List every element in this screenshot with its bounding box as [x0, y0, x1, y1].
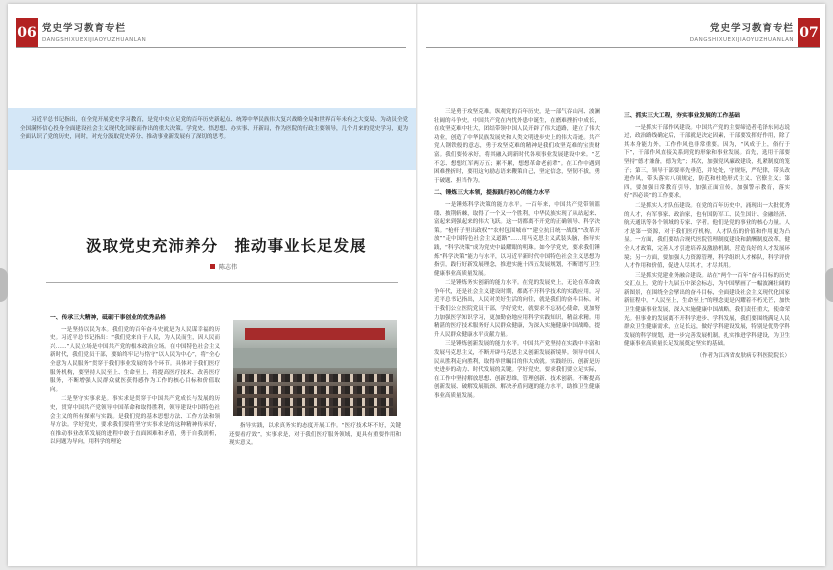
- paragraph: 二是锤炼务实创新的能力水平。在党的发展史上，无论在革命战争年代，还是社会主义建设时期，都离不开科学技术的实践应用。习近平总书记指出，人民对美好生活的向往，就是我们的奋斗目标。对于我们公立医院党员干部，学好党史，就要求不忘初心使命，更加努力加强医学知识学习，更加勤奋地应用科学实践知识，精益求精。用精湛的医疗技术服务好人民群众健康，为深入实施健康中国战略，提升人民群众健康水平贡献力量。: [434, 280, 600, 338]
- paragraph: 一是坚持以民为本。我们党的百年奋斗史就是为人民谋幸福的历史。习近平总书记指出：“我们党来自于人民，为人民而生，因人民而兴……”人民立场是中国共产党的根本政治立场。在中国特色社会主义新时代，我们党员干部，要始终牢记与恪守“以人民为中心”，将“全心全意为人民服务”贯穿于我们事业发展的各个环节。具体对于我们医疗服务机构，要坚持人民至上、生命至上，将提高医疗技术、改善医疗服务，不断增强人民群众就医获得感作为工作的核心目标和价值取向。: [50, 326, 220, 393]
- paragraph: 三是抓实党建业务融合建设。站在“两个一百年”奋斗目标的历史交汇点上，党的十九届五中深会标志，为中国擘画了一幅波澜壮阔的新图景，在围绕全会擘出的奋斗目标，全面建设社会主义现代化国家新征程中，“人民至上，生命至上”的理念更是闪耀着不朽光芒，加快卫生健康事业发展，深入实施健康中国战略，我们责任重大，使命荣光。但事业的发展离不开科学进步、学科发展，我们要围绕满足人民群众卫生健康需求，立足长远，做好学科建设发展，特别是优势学科发展的科学规划，进一步完善发展机制，扎实推进学科建设，为卫生健康事业高质量长足发展奠定坚实的基础。: [624, 272, 790, 348]
- author-byline: [210, 262, 237, 271]
- header-rule-right: [426, 47, 820, 48]
- paragraph: 一是锤炼科学决策的能力水平。一百年来，中国共产党带领篮缕、披荆斩棘，取得了一个又一个胜利，中华民族实现了从站起来、富起来到强起来的伟大飞跃。这一切都离不开党的正确领导、科学决策。“枪杆子里出政权”“农村包围城市”“建立抗日统一战线”“改革开放”“走中国特色社会主义道路”……用马克思主义武装头脑，指导实践，“科学决策”成为党史中最耀眼的明珠。如今学党史，要求我们锤炼“科学决策”能力与水平，以习近平新时代中国特色社会主义思想为指引，践行好新发展理念，推进实施十四五发展规划，不断谱写卫生健康事业高质量发展。: [434, 201, 600, 277]
- prev-page-handle[interactable]: [0, 268, 8, 302]
- intro-box: [8, 108, 416, 170]
- paragraph: 二是坚守实事求是。事实求是贯穿于中国共产党成长与发展的历史，贯穿中国共产党领导中国革命和取得胜利，领导建设中国特色社会主义的所有探索与实践。是我们党的基本思想方法、工作方法和领导方法。学好党史，要求我们要将坚守实事求是的这种精神传承好，在推动事业改革发展的进程中敢于直面困难和矛盾，勇于自我剖析，以问题为导向，用科学的理论: [50, 396, 220, 446]
- column-title: 党史学习教育专栏: [709, 23, 794, 34]
- title-divider: [46, 282, 398, 283]
- column-title-en: DANGSHIXUEXIJIAOYUZHUANLAN: [689, 37, 794, 43]
- article-title: 汲取党史充沛养分 推动事业长足发展: [86, 236, 367, 255]
- magazine-spread: [8, 4, 825, 566]
- column-title-en: DANGSHIXUEXIJIAOYUZHUANLAN: [42, 37, 147, 43]
- next-page-handle[interactable]: [825, 268, 833, 302]
- left-column-header: [42, 20, 146, 43]
- photo-audience-row: [237, 408, 393, 416]
- column-title: 党史学习教育专栏: [42, 23, 127, 34]
- paragraph: 一是抓实干部作风建设。中国共产党的主要缔造者毛泽东同志说过，政治路线确定后，干部就是决定因素，干部要发挥好作用，除了其本身能力外，工作作风也非常重要。因为，“风成于上，俗行于下”，干部作风直接关系到党的形象和事业发展。首先，选用干部要坚持“德才兼备，德为先”；其次，加强党风廉政建设，扎紧制度的笼子；第三，领导干部要率先垂范，并处处，守规矩，严纪律，带头改进作风，带头落实八项规定，防范和杜绝形式主义、官僚主义；第四，要加强日常教育引导，加强正面宣传，加强警示教育，落实好“四必谈”的工作要求。: [624, 124, 790, 200]
- meeting-photo: [233, 320, 397, 416]
- author-note: （作者为江西省皮肤病专科医院院长）: [696, 353, 790, 360]
- section-heading: 二、锤炼三大本领，提振践行初心的能力水平: [434, 190, 550, 197]
- body-column-3: [434, 108, 600, 560]
- author-marker-icon: [210, 264, 215, 269]
- right-page-number: 07: [798, 18, 820, 48]
- photo-audience-row: [237, 374, 393, 382]
- body-column-1: [50, 310, 220, 560]
- page-fold: [416, 4, 418, 566]
- section-heading: 一、传承三大精神，砥砺干事创业的优秀品格: [50, 315, 166, 321]
- photo-audience-row: [237, 386, 393, 394]
- paragraph: 三是勇于攻坚克难。纵观党的百年历史，是一部气吞山河、波澜壮阔的斗争史。中国共产党在内忧外患中诞生，在磨难挫折中成长，在攻坚克难中壮大，团结带领中国人民开辟了伟大道路，建立了伟大功业，创造了中华民族发展史和人类文明进步史上的伟大奇迹。共产党人钢铁般的意志，勇于攻坚克难的精神是我们攻坚克难的宝贵财富。我们要传承好，将其融入到新时代各项事业发展建设中来。“艺不怎、想想红军两万五；累不累，想想革命老前辈”。在工作中遇到困难挫折时，要用这句励志语来鞭策自己，坚定信念，坚韧不拔，勇于破题、担当作为。: [434, 109, 600, 184]
- left-page-number: 06: [16, 18, 38, 48]
- header-rule-left: [16, 47, 406, 48]
- intro-text: 习近平总书记指出，在全党开展党史学习教育，是党中央立足党的百年历史新起点、统筹中华民族伟大复兴战略全局和世界百年未有之大变局、为动员全党全国满怀信心投身全面建设社会主义现代化国家而作出的重大决策。学党史、悟思想、办实事、开新局，作为医院的行政主要领导，几个月来的党史学习，更为全面认识了党的历史，同时，对充分汲取党史养分、推动事业新发展有了深切的思考。: [20, 117, 408, 141]
- paragraph: 二是抓实人才队伍建设。在党的百年历史中，涌现出一大批优秀的人才，有军事家、政治家，也有国防军工、民生国计、金融经济、航天通讯等各个领域的专家、学者。他们是党的事业的核心力量。人才是第一资源，对于我们医疗机构，人才队伍的价值和作用更为凸显。一方面，我们要结合现代医院管理制度建设和薪酬制度改革，健全人才政策，完善人才引进培养及激励机制，营造良好的人才发展环境；另一方面，要加强人力资源管理，科学组织人才梯队，科学评价人才作用和价值，促进人尽其才，才尽其用。: [624, 202, 790, 270]
- photo-stage: [233, 348, 397, 368]
- photo-audience-row: [237, 398, 393, 406]
- body-column-4: [624, 108, 790, 560]
- paragraph: 三是锤炼创新发展的能力水平。中国共产党坚持在实践中丰富和发展马克思主义，不断开辟马克思主义创新发展新境界。领导中国人民从胜利走向胜利，取得举世瞩目的伟大成就。实践经历、创新是历史进步的动力、时代发展的关键。学好党史，要求我们要立足实际，在工作中坚持解放思想、创新思维，管理创新、技术创新。不断提高创新发展、破解发展瓶颈、解决矛盾问题的能力水平，助推卫生健康事业高质量发展。: [434, 341, 600, 399]
- paragraph: 指导实践，以求真务实的态度开展工作。“医疗技术坏不好，关键还要看疗效”，实事求是，对于我们医疗服务领域，更具有重要作用和现实意义。: [229, 423, 401, 447]
- photo-banner: [245, 328, 385, 340]
- author-name: 陈志伟: [219, 264, 238, 271]
- body-column-2: [229, 422, 401, 562]
- section-heading: 三、抓实三大工程，夯实事业发展的工作基础: [624, 113, 740, 119]
- right-column-header: [654, 20, 794, 43]
